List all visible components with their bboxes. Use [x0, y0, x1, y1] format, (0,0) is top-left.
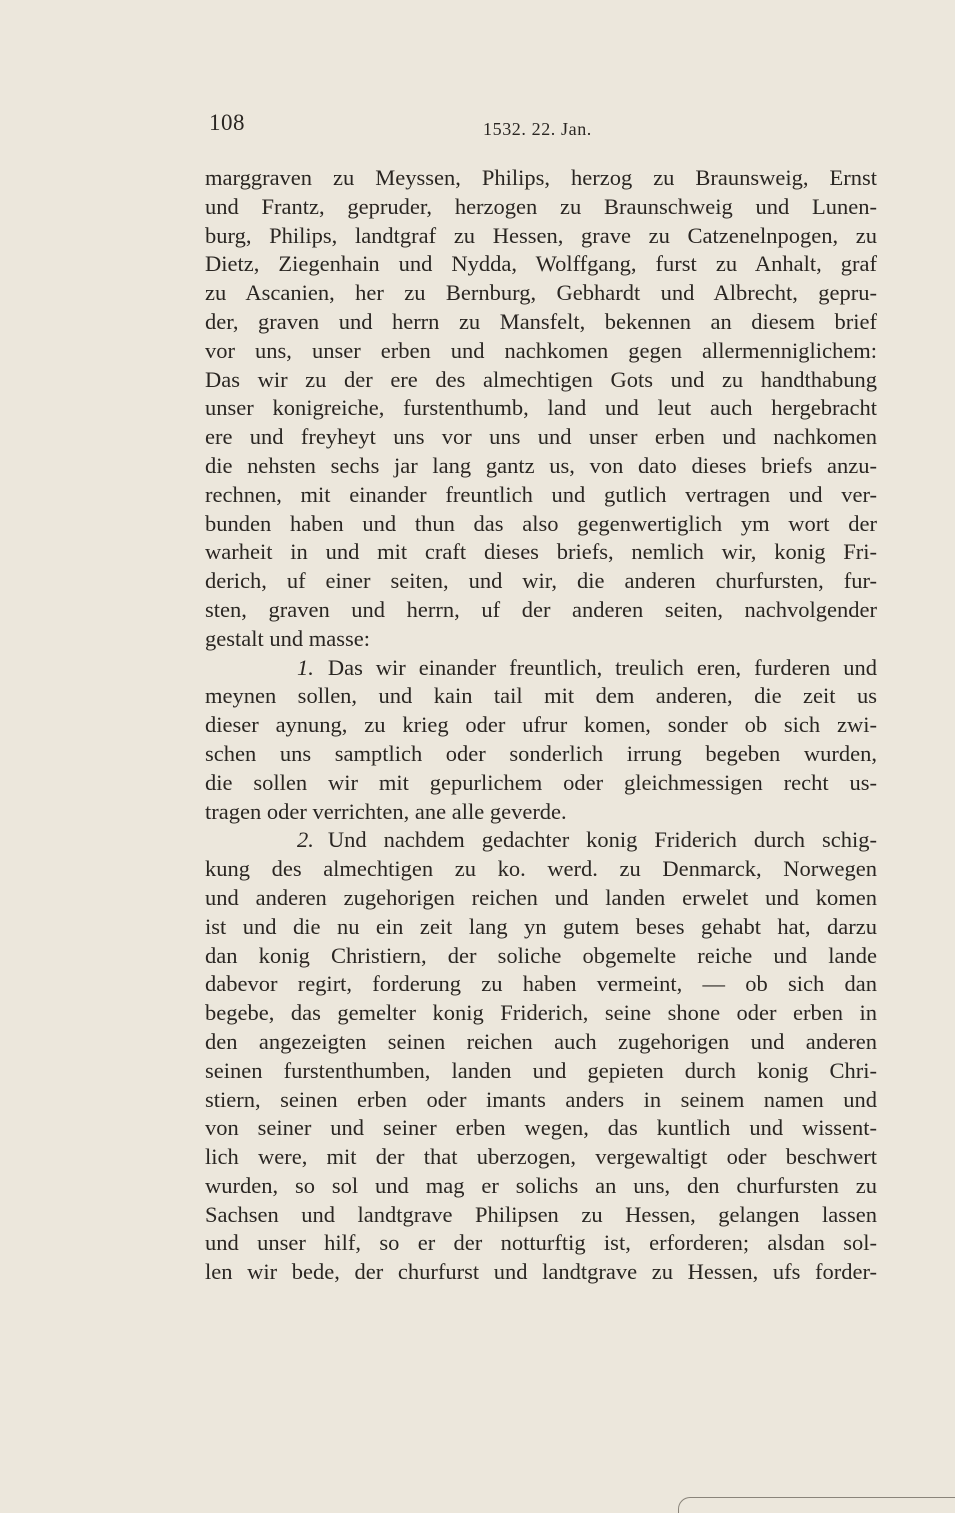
text-line: ere und freyheyt uns vor uns und unser erben und nachkomen [205, 424, 877, 450]
text-line: marggraven zu Meyssen, Philips, herzog zu Braunsweig, Ernst [205, 165, 877, 190]
text-line: dabevor regirt, forderung zu haben vermeint, — ob sich dan [205, 971, 877, 997]
text-line: rechnen, mit einander freuntlich und gutlich vertragen und ver- [205, 481, 877, 507]
paragraph-number: 1. [297, 654, 314, 680]
text-line: warheit in und mit craft dieses briefs, nemlich wir, konig Fri- [205, 539, 877, 565]
text-line: der, graven und herrn zu Mansfelt, bekennen an diesem brief [205, 308, 877, 334]
paragraph-2-first-line [205, 826, 877, 855]
text-line: und anderen zugehorigen reichen und landen erwelet und komen [205, 884, 877, 910]
text-line: lich were, mit der that uberzogen, vergewaltigt oder beschwert [205, 1144, 877, 1170]
scan-edge-mark [678, 1497, 693, 1513]
body-text [205, 164, 877, 1287]
text-line: unser konigreiche, furstenthumb, land und leut auch hergebracht [205, 395, 877, 421]
text-line: und Frantz, gepruder, herzogen zu Braunschweig und Lunen- [205, 193, 877, 219]
text-line: Sachsen und landtgrave Philipsen zu Hessen, gelangen lassen [205, 1201, 877, 1227]
text-line: len wir bede, der churfurst und landtgrave zu Hessen, ufs forder- [205, 1259, 877, 1285]
text-line: sten, graven und herrn, uf der anderen seiten, nachvolgender [205, 596, 877, 622]
text-line: den angezeigten seinen reichen auch zugehorigen und anderen [205, 1028, 877, 1054]
text-line: von seiner und seiner erben wegen, das kuntlich und wissent- [205, 1115, 877, 1141]
text-line: Das wir einander freuntlich, treulich eren, furderen und [327, 654, 877, 680]
paragraph-number: 2. [297, 827, 314, 853]
text-line: tragen oder verrichten, ane alle geverde. [205, 798, 567, 824]
text-line: meynen sollen, und kain tail mit dem anderen, die zeit us [205, 683, 877, 709]
page-number: 108 [209, 110, 245, 135]
text-line: dieser aynung, zu krieg oder ufrur komen, sonder ob sich zwi- [205, 712, 877, 738]
text-line: burg, Philips, landtgraf zu Hessen, grave zu Catzenelnpogen, zu [205, 222, 877, 248]
text-line: derich, uf einer seiten, und wir, die anderen churfursten, fur- [205, 568, 877, 594]
text-line: gestalt und masse: [205, 625, 370, 651]
text-line: und unser hilf, so er der notturftig ist, erforderen; alsdan sol- [205, 1230, 877, 1256]
text-line: wurden, so sol und mag er solichs an uns, den churfursten zu [205, 1172, 877, 1198]
text-line: Dietz, Ziegenhain und Nydda, Wolffgang, furst zu Anhalt, graf [205, 251, 877, 277]
text-line: stiern, seinen erben oder imants anders in seinem namen und [205, 1086, 877, 1112]
text-line: begebe, das gemelter konig Friderich, seine shone oder erben in [205, 1000, 877, 1026]
text-line: Und nachdem gedachter konig Friderich durch schig- [327, 827, 877, 853]
text-line: dan konig Christiern, der soliche obgemelte reiche und lande [205, 942, 877, 968]
text-line: kung des almechtigen zu ko. werd. zu Denmarck, Norwegen [205, 856, 877, 882]
text-line: bunden haben und thun das also gegenwertiglich ym wort der [205, 510, 877, 536]
text-line: schen uns samptlich oder sonderlich irrung begeben wurden, [205, 740, 877, 766]
text-line: seinen furstenthumben, landen und gepieten durch konig Chri- [205, 1057, 877, 1083]
paragraph-1-first-line [205, 654, 877, 683]
text-line: Das wir zu der ere des almechtigen Gots und zu handthabung [205, 366, 877, 392]
text-line: die sollen wir mit gepurlichem oder gleichmessigen recht us- [205, 769, 877, 795]
running-head: 1532. 22. Jan. [483, 119, 592, 139]
text-line: zu Ascanien, her zu Bernburg, Gebhardt und Albrecht, gepru- [205, 280, 877, 306]
scan-edge-line [690, 1497, 955, 1498]
text-line: die nehsten sechs jar lang gantz us, von dato dieses briefs anzu- [205, 452, 877, 478]
text-line: vor uns, unser erben und nachkomen gegen allermenniglichem: [205, 337, 877, 363]
text-line: ist und die nu ein zeit lang yn gutem beses gehabt hat, darzu [205, 913, 877, 939]
